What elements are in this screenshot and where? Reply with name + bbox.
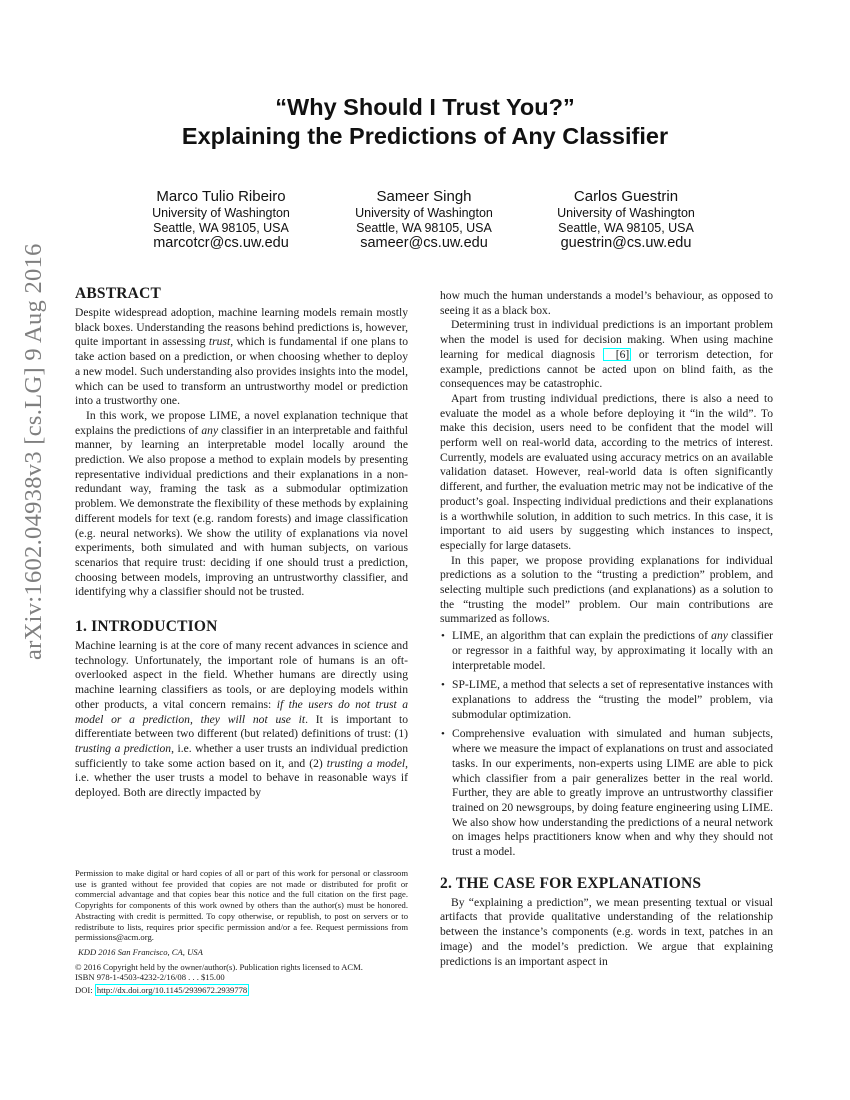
section-2-paragraph: By “explaining a prediction”, we mean presenting textual or visual artifacts that provide qualitative understanding of the relationship between the instance’s components (e.g. words in text, patches in an image) and the model’s prediction. We argue that explaining predictions is an important aspect in (440, 895, 773, 968)
author-block (121, 187, 321, 252)
author-email: guestrin@cs.uw.edu (560, 235, 692, 251)
bullet-icon: • (441, 728, 445, 741)
list-item (440, 678, 773, 722)
intro-paragraph-2: Determining trust in individual predictions is an important problem when the model is used for decision making. When using machine learning for medical diagnosis [6] or terrorism detection, for example, predictions cannot be acted upon on blind faith, as the consequences may be catastrophic. (440, 318, 773, 391)
list-item-text: SP-LIME, a method that selects a set of representative instances with explanations to address the “trusting the model” problem, via submodular optimization. (452, 678, 773, 721)
title-line-1: “Why Should I Trust You?” (275, 94, 575, 120)
author-block (324, 187, 524, 252)
author-email: sameer@cs.uw.edu (360, 235, 488, 251)
paper-title (80, 93, 770, 151)
abstract-paragraph-1: Despite widespread adoption, machine learning models remain mostly black boxes. Understanding the reasons behind predictions is, however, quite important in assessing trust, which is fundamental if one plans to take action based on a prediction, or when choosing whether to deploy a new model. Such understanding also provides insights into the model, which can be used to transform an untrustworthy model or prediction into a trustworthy one. (75, 306, 409, 408)
bullet-icon: • (441, 679, 445, 692)
right-column (440, 289, 773, 969)
title-line-2: Explaining the Predictions of Any Classifier (181, 123, 669, 149)
arxiv-identifier-stamp: arXiv:1602.04938v3 [cs.LG] 9 Aug 2016 (20, 243, 47, 660)
section-2-heading: 2. THE CASE FOR EXPLANATIONS (440, 874, 702, 892)
author-affiliation: University of Washington (557, 206, 695, 220)
author-name: Carlos Guestrin (573, 188, 679, 205)
introduction-heading: 1. INTRODUCTION (75, 618, 218, 636)
list-item (440, 629, 773, 673)
isbn-line: ISBN 978-1-4503-4232-2/16/08 . . . $15.00 (75, 972, 225, 983)
doi-line: DOI: http://dx.doi.org/10.1145/2939672.2939778 (75, 984, 248, 995)
copyright-line: © 2016 Copyright held by the owner/author(s). Publication rights licensed to ACM. (75, 961, 363, 972)
intro-continuation: how much the human understands a model’s behaviour, as opposed to seeing it as a black box. (440, 289, 773, 317)
introduction-paragraph-1: Machine learning is at the core of many recent advances in science and technology. Unfortunately, the important role of humans is an oft-overlooked aspect in the field. Whether humans are directly using machine learning classifiers as tools, or are deploying models within other products, a vital concern remains: if the users do not trust a model or a prediction, they will not use it. It is important to differentiate between two different (but related) definitions of trust: (1) trusting a prediction, i.e. whether a user trusts an individual prediction sufficiently to take some action based on it, and (2) trusting a model, i.e. whether the user trusts a model to behave in reasonable ways if deployed. Both are directly impacted by (75, 639, 409, 800)
abstract-paragraph-2: In this work, we propose LIME, a novel explanation technique that explains the predictions of any classifier in an interpretable and faithful manner, by learning an interpretable model locally around the prediction. We also propose a method to explain models by presenting representative individual predictions and their explanations in a non-redundant way, framing the task as a submodular optimization problem. We demonstrate the flexibility of these methods by explaining different models for text (e.g. random forests) and image classification (e.g. neural networks). We show the utility of explanations via novel experiments, both simulated and with human subjects, on various scenarios that require trust: deciding if one should trust a prediction, choosing between models, improving an untrustworthy classifier, and identifying why a classifier should not be trusted. (75, 408, 408, 599)
author-name: Sameer Singh (376, 188, 472, 205)
author-affiliation: University of Washington (355, 206, 493, 220)
bullet-icon: • (441, 630, 445, 643)
list-item (440, 727, 773, 859)
author-address: Seattle, WA 98105, USA (153, 220, 289, 235)
conference-info: KDD 2016 San Francisco, CA, USA (78, 946, 203, 957)
copyright-notice (75, 962, 408, 983)
permission-footnote (75, 868, 408, 996)
permission-notice: Permission to make digital or hard copies of all or part of this work for personal or classroom use is granted without fee provided that copies are not made or distributed for profit or commercial advantage and that copies bear this notice and the full citation on the first page. Copyrights for components of this work owned by others than the author(s) must be honored. Abstracting with credit is permitted. To copy otherwise, or republish, to post on servers or to redistribute to lists, requires prior specific permission and/or a fee. Request permissions from permissions@acm.org. (75, 868, 408, 943)
contributions-list (440, 629, 773, 860)
author-block (526, 187, 726, 252)
author-affiliation: University of Washington (152, 206, 290, 220)
author-address: Seattle, WA 98105, USA (356, 220, 492, 235)
list-item-text: LIME, an algorithm that can explain the predictions of any classifier or regressor in a faithful way, by approximating it locally with an interpretable model. (452, 629, 773, 672)
doi-link[interactable]: http://dx.doi.org/10.1145/2939672.2939778 (96, 984, 248, 995)
author-address: Seattle, WA 98105, USA (558, 220, 694, 235)
list-item-text: Comprehensive evaluation with simulated and human subjects, where we measure the impact of explanations on trust and associated tasks. In our experiments, non-experts using LIME are able to pick which classifier from a pair generalizes better in the real world. Further, they are able to greatly improve an untrustworthy classifier trained on 20 newsgroups, by doing feature engineering using LIME. We also show how understanding the predictions of a neural network on images helps practitioners know when and why they should not trust a model. (452, 727, 774, 859)
author-name: Marco Tulio Ribeiro (156, 188, 286, 205)
intro-paragraph-3: Apart from trusting individual predictions, there is also a need to evaluate the model as a whole before deploying it “in the wild”. To make this decision, users need to be confident that the model will perform well on real-world data, according to the metrics of interest. Currently, models are evaluated using accuracy metrics on an available validation dataset. However, real-world data is often significantly different, and further, the evaluation metric may not be indicative of the product’s goal. Inspecting individual predictions and their explanations is a worthwhile solution, in addition to such metrics. In this case, it is important to aid users by suggesting which instances to inspect, especially for large datasets. (440, 391, 773, 552)
intro-paragraph-4: In this paper, we propose providing explanations for individual predictions as a solution to the “trusting a prediction” problem, and selecting multiple such predictions (and explanations) as a solution to the “trusting the model” problem. Our main contributions are summarized as follows. (440, 553, 773, 626)
abstract-heading: ABSTRACT (75, 285, 162, 302)
author-email: marcotcr@cs.uw.edu (153, 235, 289, 251)
citation-link[interactable]: [6] (603, 348, 632, 361)
left-column (75, 285, 408, 801)
